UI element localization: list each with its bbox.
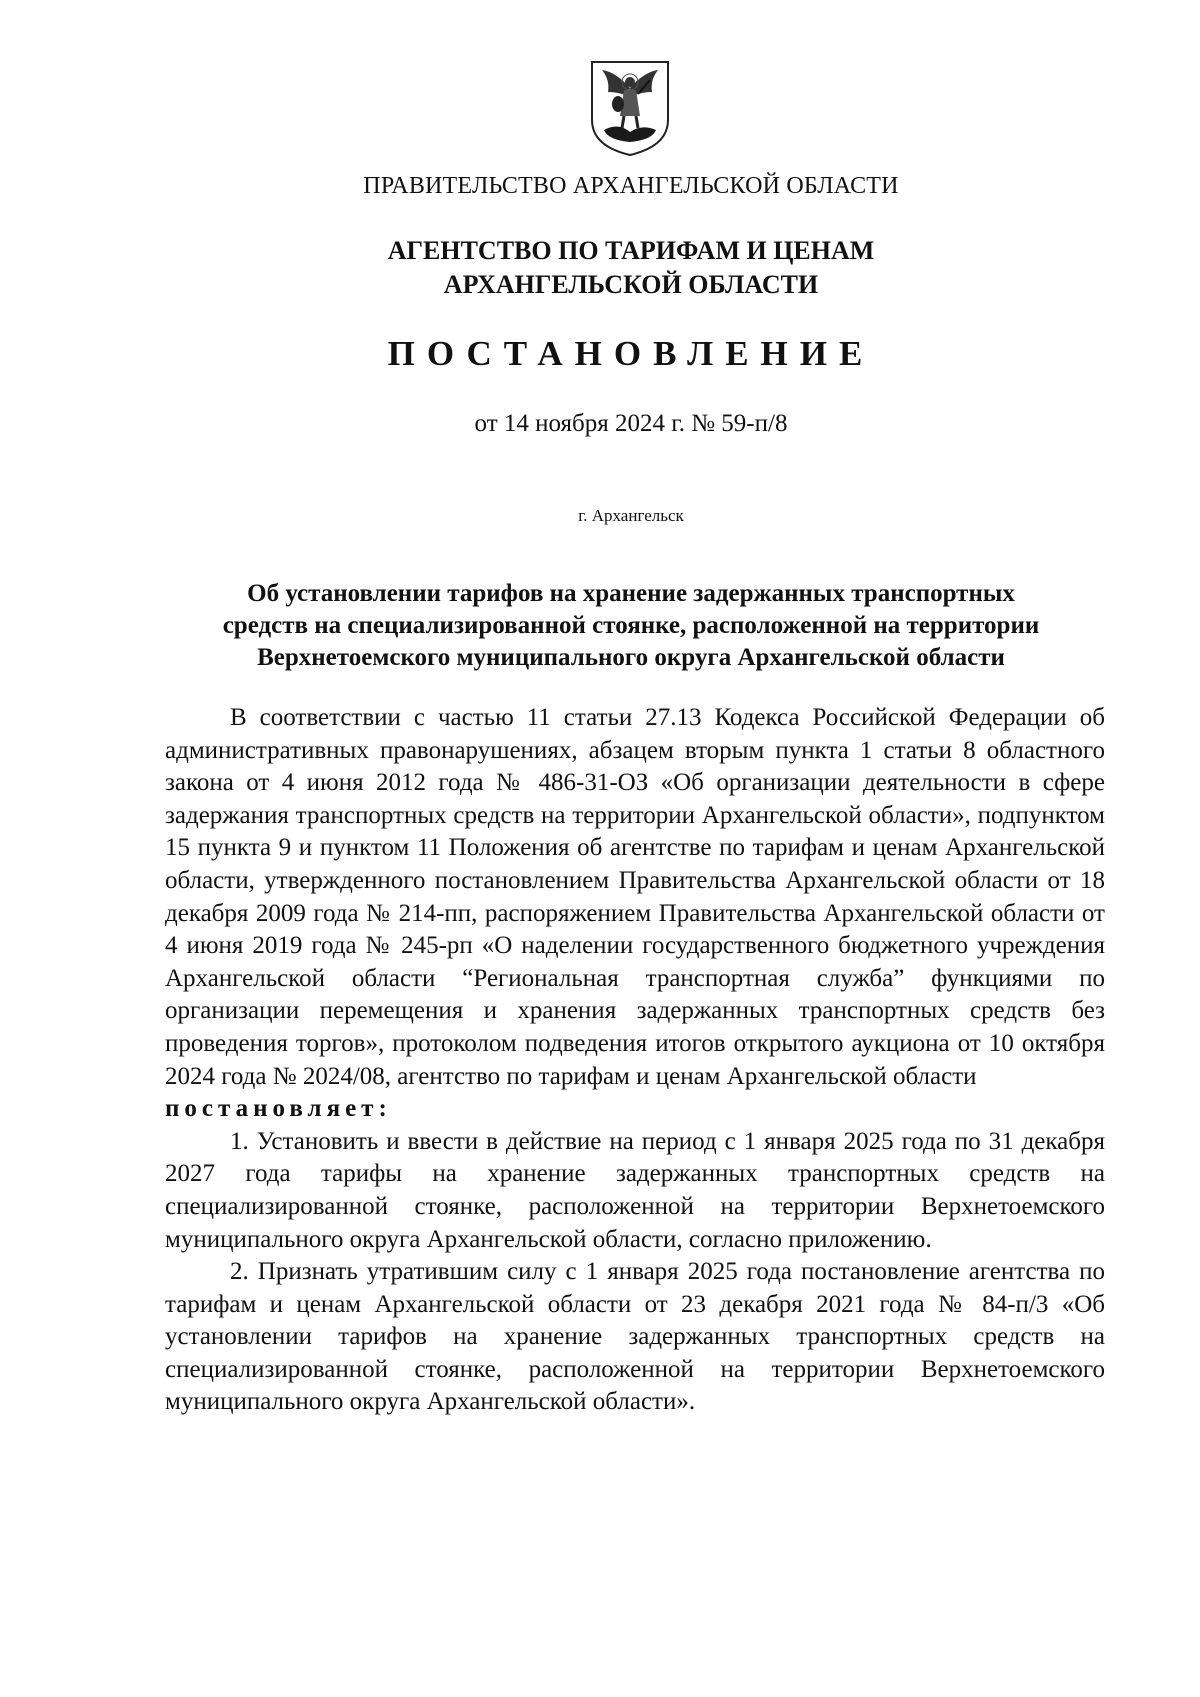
agency-name-line2: АРХАНГЕЛЬСКОЙ ОБЛАСТИ	[443, 270, 819, 299]
document-title	[0, 578, 1200, 674]
item-1-paragraph: 1. Установить и ввести в действие на период с 1 января 2025 года по 31 декабря 2027 года тарифы на хранение задержанных транспортных средств на специализированной стоянке, расположенной на территории Верхнетоемского муниципального округа Архангельской области, согласно приложению.	[165, 1127, 1105, 1253]
document-title-line3: Верхнетоемского муниципального округа Архангельской области	[257, 644, 1005, 671]
document-type: ПОСТАНОВЛЕНИЕ	[387, 334, 875, 373]
government-name: ПРАВИТЕЛЬСТВО АРХАНГЕЛЬСКОЙ ОБЛАСТИ	[363, 173, 899, 199]
preamble-paragraph: В соответствии с частью 11 статьи 27.13 Кодекса Российской Федерации об административных правонарушениях, абзацем вторым пункта 1 статьи 8 областного закона от 4 июня 2012 года № 486-31-ОЗ «Об организации деятельности в сфере задержания транспортных средств на территории Архангельской области», подпунктом 15 пункта 9 и пунктом 11 Положения об агентстве по тарифам и ценам Архангельской области, утвержденного постановлением Правительства Архангельской области от 18 декабря 2009 года № 214-пп, распоряжением Правительства Архангельской области от 4 июня 2019 года № 245-рп «О наделении государственного бюджетного учреждения Архангельской области “Региональная транспортная служба” функциями по организации перемещения и хранения задержанных транспортных средств без проведения торгов», протоколом подведения итогов открытого аукциона от 10 октября 2024 года № 2024/08, агентство по тарифам и ценам Архангельской области	[165, 704, 1105, 1090]
resolves-word: постановляет:	[165, 1095, 392, 1123]
agency-name	[0, 234, 1200, 302]
coat-of-arms-icon	[588, 58, 672, 158]
document-title-line2: средств на специализированной стоянке, расположенной на территории	[222, 612, 1040, 639]
document-title-line1: Об установлении тарифов на хранение задержанных транспортных	[247, 580, 1015, 607]
document-date-number: от 14 ноября 2024 г. № 59-п/8	[474, 410, 788, 437]
document-city: г. Архангельск	[578, 506, 684, 525]
agency-name-line1: АГЕНТСТВО ПО ТАРИФАМ И ЦЕНАМ	[387, 236, 875, 265]
document-body	[165, 702, 1105, 1419]
item-2-paragraph: 2. Признать утратившим силу с 1 января 2025 года постановление агентства по тарифам и ценам Архангельской области от 23 декабря 2021 года № 84-п/3 «Об установлении тарифов на хранение задержанных транспортных средств на специализированной стоянке, расположенной на территории Верхнетоемского муниципального округа Архангельской области».	[165, 1258, 1105, 1416]
